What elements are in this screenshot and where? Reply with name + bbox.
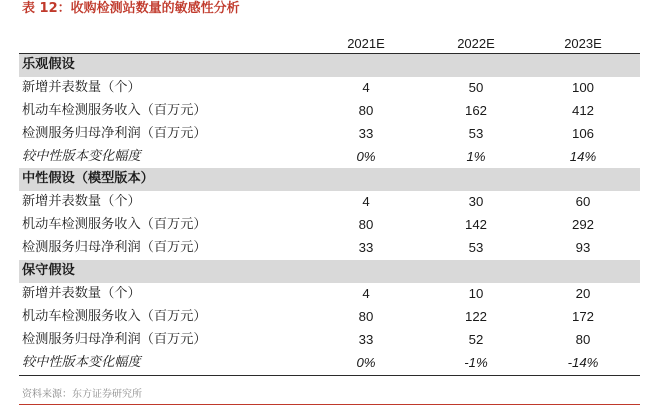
row-label: 检测服务归母净利润（百万元）: [22, 125, 207, 141]
column-header-2022e: 2022E: [457, 36, 495, 51]
row-label: 新增并表数量（个）: [22, 79, 141, 95]
cell-2022e: 122: [464, 308, 487, 324]
section-title: 乐观假设: [22, 57, 75, 72]
cell-2022e: 53: [468, 240, 484, 256]
cell-2023e: 60: [575, 194, 591, 210]
table-row: [19, 77, 640, 100]
row-label: 检测服务归母净利润（百万元）: [22, 240, 207, 256]
section-title: 中性假设（模型版本）: [22, 171, 154, 187]
row-label: 较中性版本变化幅度: [22, 354, 141, 370]
cell-2022e: 162: [464, 102, 487, 118]
cell-2021e: 80: [358, 217, 374, 233]
cell-2021e: 4: [362, 194, 370, 210]
row-label: 新增并表数量（个）: [22, 285, 141, 301]
cell-2022e: 53: [468, 125, 484, 141]
table-row-change: [19, 146, 640, 169]
column-header-2021e: 2021E: [347, 36, 385, 51]
section-header-conservative: [19, 260, 640, 283]
cell-2023e: 14%: [569, 148, 597, 164]
cell-2021e: 33: [358, 240, 374, 256]
table-row: [19, 329, 640, 352]
row-label: 较中性版本变化幅度: [22, 148, 141, 164]
source-rule: [19, 404, 640, 405]
table-row: [19, 100, 640, 123]
section-header-optimistic: [19, 54, 640, 77]
row-label: 机动车检测服务收入（百万元）: [22, 102, 207, 118]
cell-2023e: 100: [571, 79, 594, 95]
cell-2021e: 4: [362, 285, 370, 301]
table-row: [19, 191, 640, 214]
table-row: [19, 283, 640, 306]
cell-2023e: 80: [575, 331, 591, 347]
source-note: 资料来源：东方证券研究所: [22, 389, 142, 400]
cell-2021e: 80: [358, 308, 374, 324]
cell-2022e: -1%: [464, 354, 488, 370]
section-header-neutral: [19, 168, 640, 191]
cell-2022e: 10: [468, 285, 484, 301]
table-row: [19, 123, 640, 146]
row-label: 新增并表数量（个）: [22, 194, 141, 210]
cell-2023e: 93: [575, 240, 591, 256]
cell-2023e: -14%: [567, 354, 599, 370]
cell-2022e: 50: [468, 79, 484, 95]
row-label: 检测服务归母净利润（百万元）: [22, 331, 207, 347]
cell-2023e: 292: [571, 217, 594, 233]
table-title: 表 12：收购检测站数量的敏感性分析: [22, 1, 240, 16]
cell-2022e: 142: [464, 217, 487, 233]
cell-2021e: 80: [358, 102, 374, 118]
column-header-2023e: 2023E: [564, 36, 602, 51]
cell-2021e: 0%: [356, 148, 376, 164]
table-bottom-rule: [19, 375, 640, 376]
sensitivity-table: [19, 34, 640, 376]
table-row: [19, 237, 640, 260]
row-label: 机动车检测服务收入（百万元）: [22, 308, 207, 324]
cell-2023e: 412: [571, 102, 594, 118]
cell-2023e: 20: [575, 285, 591, 301]
cell-2023e: 106: [571, 125, 594, 141]
table-row-change: [19, 352, 640, 375]
table-header-row: [19, 34, 640, 53]
cell-2021e: 0%: [356, 354, 376, 370]
cell-2022e: 30: [468, 194, 484, 210]
cell-2022e: 52: [468, 331, 484, 347]
cell-2021e: 4: [362, 79, 370, 95]
cell-2023e: 172: [571, 308, 594, 324]
table-row: [19, 306, 640, 329]
cell-2021e: 33: [358, 125, 374, 141]
section-title: 保守假设: [22, 263, 75, 279]
cell-2022e: 1%: [466, 148, 486, 164]
row-label: 机动车检测服务收入（百万元）: [22, 217, 207, 233]
cell-2021e: 33: [358, 331, 374, 347]
table-row: [19, 214, 640, 237]
